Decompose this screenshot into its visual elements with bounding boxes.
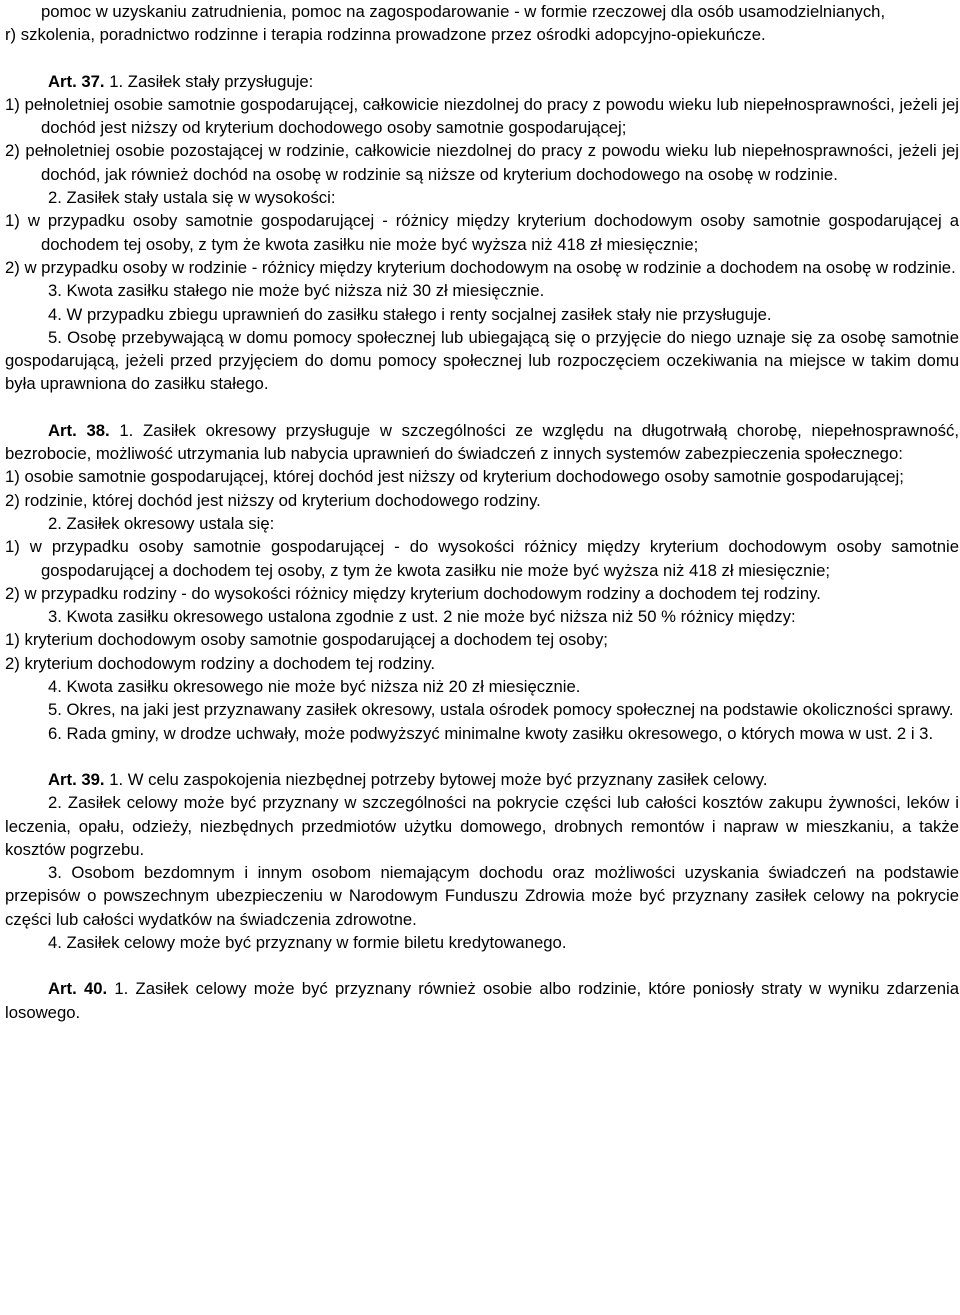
list-item: 2) w przypadku rodziny - do wysokości różnicy między kryterium dochodowym rodziny a dochodem tej rodziny. xyxy=(5,583,821,603)
list-item: 2) w przypadku osoby w rodzinie - różnicy między kryterium dochodowym na osobę w rodzinie a dochodem na osobę w rodzinie. xyxy=(5,257,956,277)
article-heading: Art. 37. xyxy=(48,71,105,91)
article-heading: Art. 39. xyxy=(48,769,105,789)
list-item: 1) osobie samotnie gospodarującej, której dochód jest niższy od kryterium dochodowego osoby samotnie gospodarującej; xyxy=(5,467,904,487)
list-item: 1) pełnoletniej osobie samotnie gospodarującej, całkowicie niezdolnej do pracy z powodu wieku lub niepełnosprawności, jeżeli jej dochód jest niższy od kryterium dochodowego osoby samotnie gospodarującej; xyxy=(5,94,959,138)
paragraph: 5. Osobę przebywającą w domu pomocy społecznej lub ubiegającą się o przyjęcie do niego uznaje się za osobę samotnie gospodarującą, jeżeli przed przyjęciem do domu pomocy społecznej lub rozpoczęciem oczekiwania na miejsce w takim domu była uprawniona do zasiłku stałego. xyxy=(5,327,959,394)
paragraph: 6. Rada gminy, w drodze uchwały, może podwyższyć minimalne kwoty zasiłku okresowego, o których mowa w ust. 2 i 3. xyxy=(48,723,934,743)
article-heading: Art. 40. xyxy=(48,979,108,999)
paragraph: 2. Zasiłek okresowy ustala się: xyxy=(48,513,275,533)
article-heading: Art. 38. xyxy=(48,420,110,440)
article-40-ust-1: Art. 40. 1. Zasiłek celowy może być przyznany również osobie albo rodzinie, które poniosły straty w wyniku zdarzenia losowego. xyxy=(5,979,959,1022)
paragraph: 4. Kwota zasiłku okresowego nie może być niższa niż 20 zł miesięcznie. xyxy=(48,677,581,697)
text-line: pomoc w uzyskaniu zatrudnienia, pomoc na zagospodarowanie - w formie rzeczowej dla osób usamodzielnianych, xyxy=(41,2,886,21)
list-item: 1) kryterium dochodowym osoby samotnie gospodarującej a dochodem tej osoby; xyxy=(5,630,608,650)
paragraph: 2. Zasiłek celowy może być przyznany w szczególności na pokrycie części lub całości kosztów zakupu żywności, leków i leczenia, opału, odzieży, niezbędnych przedmiotów użytku domowego, drobnych remontów i napraw w mieszkaniu, a także kosztów pogrzebu. xyxy=(5,793,959,859)
article-37-ust-1: Art. 37. 1. Zasiłek stały przysługuje: xyxy=(48,71,314,91)
paragraph: 2. Zasiłek stały ustala się w wysokości: xyxy=(48,188,336,208)
article-38-ust-1: Art. 38. 1. Zasiłek okresowy przysługuje w szczególności ze względu na długotrwałą chorobę, niepełnosprawność, bezrobocie, możliwość utrzymania lub nabycia uprawnień do świadczeń z innych systemów zabezpieczenia społecznego: xyxy=(5,420,959,464)
paragraph: 3. Kwota zasiłku okresowego ustalona zgodnie z ust. 2 nie może być niższa niż 50 % różnicy między: xyxy=(48,607,796,627)
paragraph: 3. Kwota zasiłku stałego nie może być niższa niż 30 zł miesięcznie. xyxy=(48,281,545,301)
list-item: 1) w przypadku osoby samotnie gospodarującej - różnicy między kryterium dochodowym osoby samotnie gospodarującej a dochodem tej osoby, z tym że kwota zasiłku nie może być wyższa niż 418 zł miesięcznie; xyxy=(5,211,959,254)
list-item: r) szkolenia, poradnictwo rodzinne i terapia rodzinna prowadzone przez ośrodki adopcyjno-opiekuńcze. xyxy=(5,25,766,45)
list-item: 2) kryterium dochodowym rodziny a dochodem tej rodziny. xyxy=(5,653,436,673)
list-item: 1) w przypadku osoby samotnie gospodarującej - do wysokości różnicy między kryterium dochodowym osoby samotnie gospodarującej a dochodem tej osoby, z tym że kwota zasiłku nie może być wyższa niż 418 zł miesięcznie; xyxy=(5,537,959,580)
document-page xyxy=(5,0,959,1024)
article-39-ust-1: Art. 39. 1. W celu zaspokojenia niezbędnej potrzeby bytowej może być przyznany zasiłek celowy. xyxy=(48,769,768,789)
list-item: 2) pełnoletniej osobie pozostającej w rodzinie, całkowicie niezdolnej do pracy z powodu wieku lub niepełnosprawności, jeżeli jej dochód, jak również dochód na osobę w rodzinie są niższe od kryterium dochodowego na osobę w rodzinie. xyxy=(5,141,959,184)
paragraph: 3. Osobom bezdomnym i innym osobom niemającym dochodu oraz możliwości uzyskania świadczeń na podstawie przepisów o powszechnym ubezpieczeniu w Narodowym Funduszu Zdrowia może być przyznany zasiłek celowy na pokrycie części lub całości wydatków na świadczenia zdrowotne. xyxy=(5,863,959,929)
paragraph: 4. W przypadku zbiegu uprawnień do zasiłku stałego i renty socjalnej zasiłek stały nie przysługuje. xyxy=(48,304,772,324)
paragraph: 5. Okres, na jaki jest przyznawany zasiłek okresowy, ustala ośrodek pomocy społecznej na podstawie okoliczności sprawy. xyxy=(48,700,954,720)
paragraph: 4. Zasiłek celowy może być przyznany w formie biletu kredytowanego. xyxy=(48,932,567,952)
list-item: 2) rodzinie, której dochód jest niższy od kryterium dochodowego rodziny. xyxy=(5,490,541,510)
